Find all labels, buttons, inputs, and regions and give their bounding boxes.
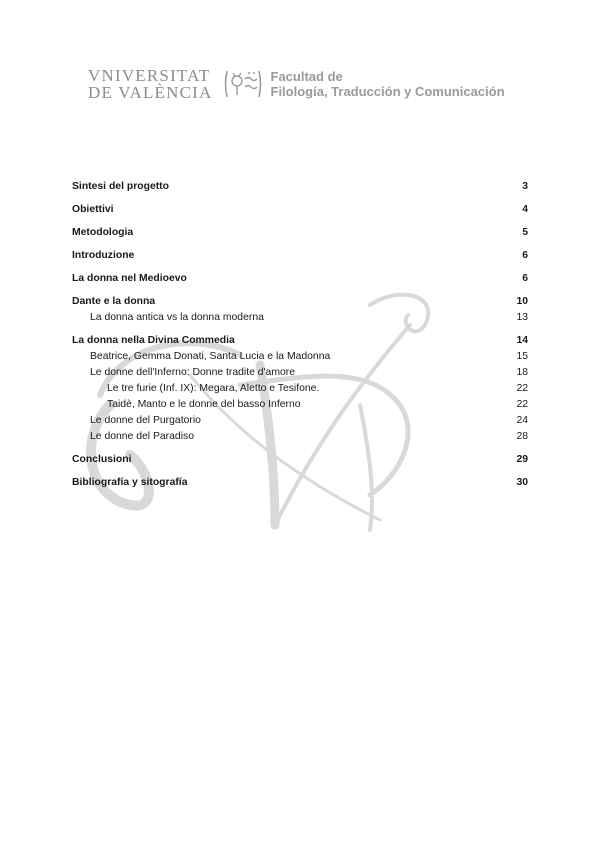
faculty-logo-icon [223,67,263,101]
faculty-name-line2: Filología, Traducción y Comunicación [270,84,505,99]
faculty-name-line1: Facultad de [270,69,343,84]
page-header [88,64,505,104]
toc-entry-page-number: 30 [516,477,528,488]
toc-entry-title: Bibliografía y sitografía [72,477,188,488]
toc-entry-title: Le tre furie (Inf. IX): Megara, Aletto e Tesifone. [107,383,320,394]
university-name-line1: VNIVERSITAT [88,66,211,85]
toc-entry[interactable] [72,333,528,349]
toc-entry[interactable] [72,475,528,491]
toc-entry[interactable] [72,271,528,287]
toc-entry-page-number: 6 [522,273,528,284]
toc-entry-title: Dante e la donna [72,296,156,307]
toc-entry-title: Le donne del Paradiso [90,431,194,442]
toc-entry-title: Conclusioni [72,454,132,465]
university-name-line2: DE VALÈNCIA [88,83,213,102]
toc-entry[interactable] [72,381,528,397]
toc-entry[interactable] [72,179,528,195]
toc-entry-title: Taidè, Manto e le donne del basso Inferno [107,399,301,410]
toc-entry-title: La donna nella Divina Commedia [72,335,235,346]
toc-entry-page-number: 4 [522,204,528,215]
toc-entry-page-number: 18 [516,367,528,378]
toc-entry-title: Beatrice, Gemma Donati, Santa Lucia e la Madonna [90,351,331,362]
toc-entry-page-number: 10 [516,296,528,307]
toc-entry[interactable] [72,429,528,445]
toc-entry-page-number: 6 [522,250,528,261]
faculty-name [271,69,505,99]
toc-entry[interactable] [72,365,528,381]
university-logo [88,67,213,101]
toc-entry[interactable] [72,294,528,310]
toc-entry-page-number: 24 [516,415,528,426]
toc-entry-title: Obiettivi [72,204,114,215]
toc-entry[interactable] [72,225,528,241]
toc-entry[interactable] [72,349,528,365]
toc-entry-page-number: 15 [516,351,528,362]
toc-entry-page-number: 3 [522,181,528,192]
toc-entry-page-number: 28 [516,431,528,442]
toc-entry-title: Metodologia [72,227,134,238]
toc-entry[interactable] [72,397,528,413]
toc-entry-title: La donna antica vs la donna moderna [90,312,264,323]
toc-entry-page-number: 29 [516,454,528,465]
table-of-contents [72,179,528,491]
toc-entry-title: Le donne dell'Inferno: Donne tradite d'amore [90,367,295,378]
toc-entry-title: Sintesi del progetto [72,181,169,192]
toc-entry-title: Introduzione [72,250,135,261]
toc-entry-page-number: 5 [522,227,528,238]
toc-entry-page-number: 14 [516,335,528,346]
toc-entry[interactable] [72,310,528,326]
toc-entry-page-number: 22 [516,399,528,410]
toc-entry[interactable] [72,452,528,468]
toc-entry-page-number: 13 [516,312,528,323]
toc-entry[interactable] [72,202,528,218]
toc-entry-title: Le donne del Purgatorio [90,415,201,426]
toc-entry-title: La donna nel Medioevo [72,273,187,284]
toc-entry-page-number: 22 [516,383,528,394]
toc-entry[interactable] [72,413,528,429]
toc-entry[interactable] [72,248,528,264]
